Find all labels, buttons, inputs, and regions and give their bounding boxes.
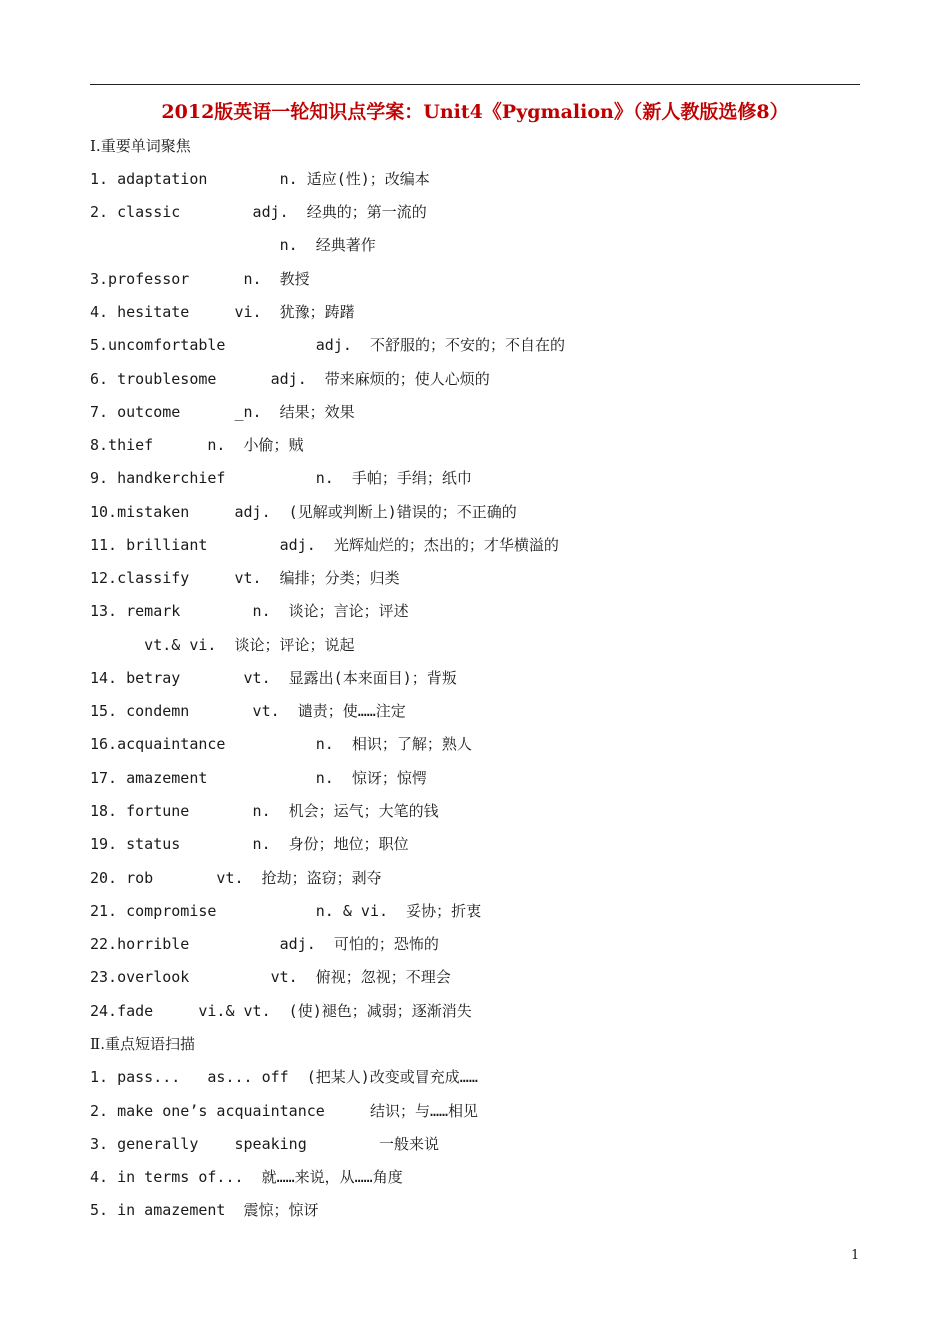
word-entry: 21. compromise n. & vi. 妥协；折衷: [90, 902, 482, 920]
word-entry: 11. brilliant adj. 光辉灿烂的；杰出的；才华横溢的: [90, 536, 559, 554]
word-entry: 8.thief n. 小偷；贼: [90, 436, 304, 454]
phrase-entry: 5. in amazement 震惊；惊讶: [90, 1201, 319, 1219]
word-entry: 7. outcome _n. 结果；效果: [90, 403, 355, 421]
page-number: 1: [851, 1248, 860, 1263]
word-entry: 22.horrible adj. 可怕的；恐怖的: [90, 935, 439, 953]
word-entry: 9. handkerchief n. 手帕；手绢；纸巾: [90, 469, 472, 487]
word-entry: 24.fade vi.& vt. (使)褪色；减弱；逐渐消失: [90, 1002, 472, 1020]
section-heading-phrases: Ⅱ.重点短语扫描: [90, 1035, 195, 1053]
word-entry: 20. rob vt. 抢劫；盗窃；剥夺: [90, 869, 382, 887]
word-entry: 2. classic adj. 经典的；第一流的: [90, 203, 427, 221]
phrase-entry: 2. make one’s acquaintance 结识；与……相见: [90, 1102, 479, 1120]
phrase-entry: 3. generally speaking 一般来说: [90, 1135, 439, 1153]
word-entry: 12.classify vt. 编排；分类；归类: [90, 569, 400, 587]
word-entry: 16.acquaintance n. 相识；了解；熟人: [90, 735, 472, 753]
header-rule: [90, 84, 860, 85]
word-entry: 23.overlook vt. 俯视；忽视；不理会: [90, 968, 451, 986]
word-entry: 17. amazement n. 惊讶；惊愕: [90, 769, 427, 787]
word-entry: vt.& vi. 谈论；评论；说起: [90, 636, 355, 654]
word-entry: 13. remark n. 谈论；言论；评述: [90, 602, 409, 620]
document-title: 2012版英语一轮知识点学案：Unit4《Pygmalion》（新人教版选修8）: [161, 101, 789, 123]
phrase-entry: 1. pass... as... off (把某人)改变或冒充成……: [90, 1068, 478, 1086]
word-entry: 19. status n. 身份；地位；职位: [90, 835, 409, 853]
word-entry: 14. betray vt. 显露出(本来面目)；背叛: [90, 669, 457, 687]
word-entry: 18. fortune n. 机会；运气；大笔的钱: [90, 802, 439, 820]
word-entry: 15. condemn vt. 谴责；使……注定: [90, 702, 406, 720]
word-entry: 3.professor n. 教授: [90, 270, 310, 288]
word-entry: 5.uncomfortable adj. 不舒服的；不安的；不自在的: [90, 336, 565, 354]
word-entry: 4. hesitate vi. 犹豫；踌躇: [90, 303, 355, 321]
word-entry: 10.mistaken adj. (见解或判断上)错误的；不正确的: [90, 503, 517, 521]
word-entry: n. 经典著作: [90, 236, 376, 254]
word-entry: 6. troublesome adj. 带来麻烦的；使人心烦的: [90, 370, 490, 388]
phrase-entry: 4. in terms of... 就……来说，从……角度: [90, 1168, 403, 1186]
word-entry: 1. adaptation n. 适应(性)；改编本: [90, 170, 430, 188]
section-heading-words: Ⅰ.重要单词聚焦: [90, 137, 191, 155]
